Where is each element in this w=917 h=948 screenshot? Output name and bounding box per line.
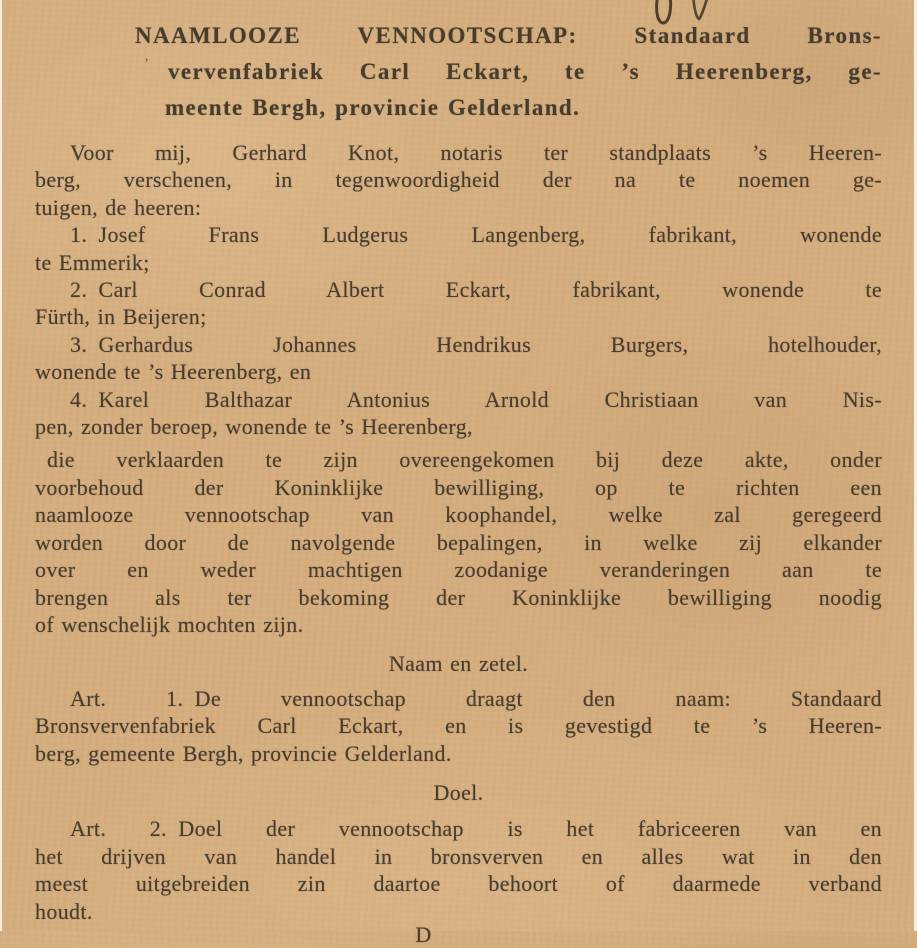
agreement-paragraph	[35, 446, 882, 638]
text-line: worden door de navolgende bepalingen, in welke zij elkander	[35, 529, 882, 555]
text-line: vervenfabriek Carl Eckart, te ’s Heerenberg, ge-	[168, 59, 882, 84]
text-line: Art. 1. De vennootschap draagt den naam: Standaard	[70, 685, 882, 711]
text-line: pen, zonder beroep, wonende te ’s Heerenberg,	[35, 414, 473, 440]
list-item-2	[35, 276, 882, 331]
section-heading-naam-en-zetel	[35, 650, 882, 677]
scan-edge-left	[0, 0, 2, 931]
text-line: Voor mij, Gerhard Knot, notaris ter standplaats ’s Heeren-	[70, 140, 882, 165]
text-line: Art. 2. Doel der vennootschap is het fabriceeren van en	[70, 816, 882, 842]
heading-text: D	[415, 921, 432, 947]
text-line: die verklaarden te zijn overeengekomen bij deze akte, onder	[47, 447, 882, 473]
list-item-1	[35, 221, 882, 276]
heading-text: Naam en zetel.	[388, 651, 529, 677]
text-line: meente Bergh, provincie Gelderland.	[165, 95, 581, 120]
text-line: het drijven van handel in bronsverven en alles wat in den	[35, 843, 882, 869]
text-line: wonende te ’s Heerenberg, en	[35, 359, 312, 385]
stray-ink-mark: ’	[144, 56, 149, 72]
list-item-4	[35, 386, 882, 441]
text-line: Fürth, in Beijeren;	[35, 304, 207, 330]
article-2	[35, 815, 882, 925]
text-line: berg, gemeente Bergh, provincie Gelderland.	[35, 740, 452, 766]
text-line: Bronsvervenfabriek Carl Eckart, en is gevestigd te ’s Heeren-	[35, 713, 882, 739]
text-line: 1. Josef Frans Ludgerus Langenberg, fabrikant, wonende	[70, 222, 882, 248]
text-line: houdt.	[35, 898, 93, 924]
text-line: of wenschelijk mochten zijn.	[35, 611, 304, 637]
article-1	[35, 685, 882, 767]
text-line: meest uitgebreiden zin daartoe behoort of daarmede verband	[35, 871, 882, 897]
document-body	[35, 18, 882, 948]
text-line: over en weder machtigen zoodanige veranderingen aan te	[35, 557, 882, 583]
partial-next-heading	[0, 921, 847, 948]
text-line: te Emmerik;	[35, 249, 150, 275]
heading-text: Doel.	[433, 779, 484, 805]
list-item-3	[35, 331, 882, 386]
text-line: naamlooze vennootschap van koophandel, welke zal geregeerd	[35, 502, 882, 528]
text-line: berg, verschenen, in tegenwoordigheid der na te noemen ge-	[35, 167, 882, 193]
opening-paragraph	[35, 139, 882, 221]
text-line: 4. Karel Balthazar Antonius Arnold Christiaan van Nis-	[70, 386, 882, 412]
text-line: NAAMLOOZE VENNOOTSCHAP: Standaard Brons-	[135, 23, 882, 48]
section-heading-doel	[35, 779, 882, 806]
document-title	[35, 18, 882, 126]
text-line: 2. Carl Conrad Albert Eckart, fabrikant, wonende te	[70, 277, 882, 303]
text-line: tuigen, de heeren:	[35, 194, 202, 220]
handwritten-mark	[646, 0, 726, 32]
text-line: brengen als ter bekoming der Koninklijke bewilliging noodig	[35, 584, 882, 610]
text-line: voorbehoud der Koninklijke bewilliging, op te richten een	[35, 474, 882, 500]
text-line: 3. Gerhardus Johannes Hendrikus Burgers, hotelhouder,	[70, 331, 882, 357]
